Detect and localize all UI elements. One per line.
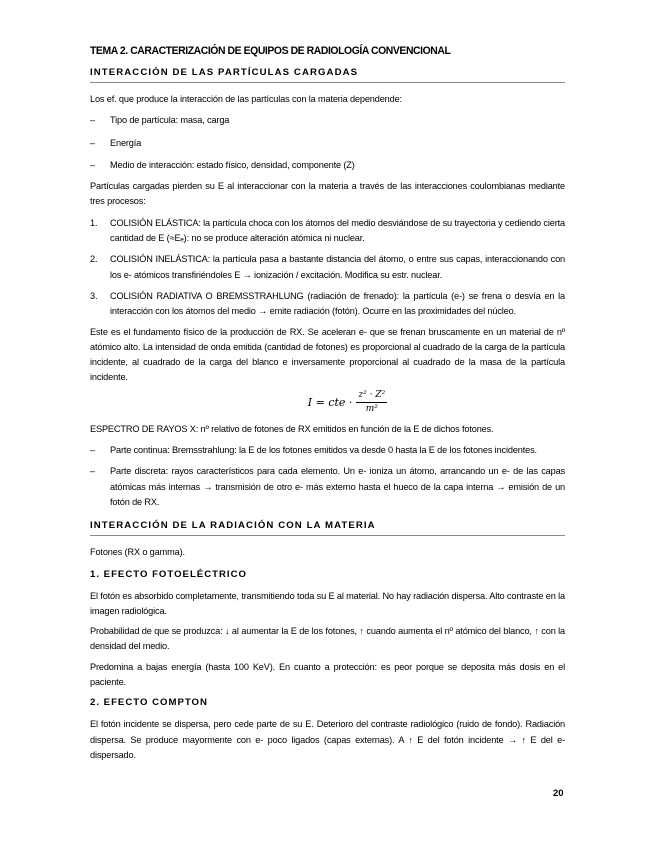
dash-marker: – [90, 159, 95, 170]
espectro-list [90, 443, 565, 510]
processes-list [90, 216, 565, 320]
document-page [90, 44, 565, 763]
list-item: 1. COLISIÓN ELÁSTICA: la partícula choca con los átomos del medio desviándose de su trayectoria y cediendo cierta cantidad de E (≈Eₑ): no se produce alteración atómica ni nuclear. [90, 217, 565, 244]
list-item: 2. COLISIÓN INELÁSTICA: la partícula pasa a bastante distancia del átomo, o entre sus capas, interaccionando con los e- atómicos transfiriéndoles E → ionización / excitación. Modifica su estr. nuclear. [90, 254, 565, 280]
list-item: – Energía [90, 136, 565, 151]
espectro-paragraph: ESPECTRO DE RAYOS X: nº relativo de fotones de RX emitidos en función de la E de dichos fotones. [90, 423, 494, 434]
formula-fraction [356, 390, 387, 415]
page-number: 20 [553, 788, 564, 799]
subheading-photoelectric: 1. EFECTO FOTOELÉCTRICO [90, 568, 247, 580]
compton-paragraph-1: El fotón incidente se dispersa, pero cede parte de su E. Deterioro del contraste radiológico (ruido de fondo). Radiación dispersa. Se produce mayormente con e- poco ligados (capas externas). A ↑ E del fotón incidente → ↑ E del e- dispersado. [90, 719, 565, 760]
list-item: – Tipo de partícula: masa, carga [90, 113, 565, 128]
list-item: – Parte discreta: rayos característicos para cada elemento. Un e- ioniza un átomo, arrancando un e- de las capas atómicas más internas → transmisión de otro e- más externo hasta el hueco de la capa interna → emisión de un fotón de RX. [90, 466, 565, 507]
formula-lhs: I = cte · [307, 396, 353, 410]
dash-marker: – [90, 137, 95, 148]
list-item: – Parte continua: Bremsstrahlung: la E de los fotones emitidos va desde 0 hasta la E de los fotones incidentes. [90, 443, 565, 458]
photoelectric-paragraph-3: Predomina a bajas energía (hasta 100 KeV). En cuanto a protección: es peor porque se deposita más dosis en el paciente. [90, 661, 565, 688]
photoelectric-paragraph-1: El fotón es absorbido completamente, transmitiendo toda su E al material. No hay radiación dispersa. Alto contraste en la imagen radiológica. [90, 590, 565, 616]
section-heading-radiation-matter: INTERACCIÓN DE LA RADIACIÓN CON LA MATERIA [90, 520, 565, 536]
processes-intro: Partículas cargadas pierden su E al interaccionar con la materia a través de las interacciones coulombianas mediante tres procesos: [90, 181, 565, 207]
formula-denominator: m² [365, 404, 378, 415]
dash-marker: – [90, 115, 95, 126]
list-item: 3. COLISIÓN RADIATIVA O BREMSSTRAHLUNG (radiación de frenado): la partícula (e-) se frena o desvía en la interacción con los átomos del medio → emite radiación (fotón). Ocurre en las proximidades del núcleo. [90, 290, 565, 317]
formula-numerator: z² · Z² [356, 390, 387, 403]
intro-paragraph: Los ef. que produce la interacción de las partículas con la materia dependende: [90, 94, 402, 104]
fundamento-paragraph: Este es el fundamento físico de la producción de RX. Se aceleran e- que se frenan bruscamente en un material de nº atómico alto. La intensidad de onda emitida (cantidad de fotones) es proporcional al cuadrado de la carga de la partícula incidente, al cuadrado de la carga del blanco e inversamente proporcional al cuadrado de la masa de la partícula incidente. [90, 326, 565, 383]
factors-list [90, 113, 565, 173]
list-item: – Medio de interacción: estado físico, densidad, componente (Z) [90, 158, 565, 173]
photoelectric-paragraph-2: Probabilidad de que se produzca: ↓ al aumentar la E de los fotones, ↑ cuando aumenta el nº atómico del blanco, ↑ con la densidad del medio. [90, 626, 565, 652]
photons-intro: Fotones (RX o gamma). [90, 547, 185, 558]
intensity-formula [90, 386, 565, 420]
subheading-compton: 2. EFECTO COMPTON [90, 697, 208, 709]
dash-marker: – [90, 466, 95, 477]
document-title: TEMA 2. CARACTERIZACIÓN DE EQUIPOS DE RADIOLOGÍA CONVENCIONAL [90, 45, 451, 57]
dash-marker: – [90, 445, 95, 456]
section-heading-charged-particles: INTERACCIÓN DE LAS PARTÍCULAS CARGADAS [90, 67, 565, 83]
